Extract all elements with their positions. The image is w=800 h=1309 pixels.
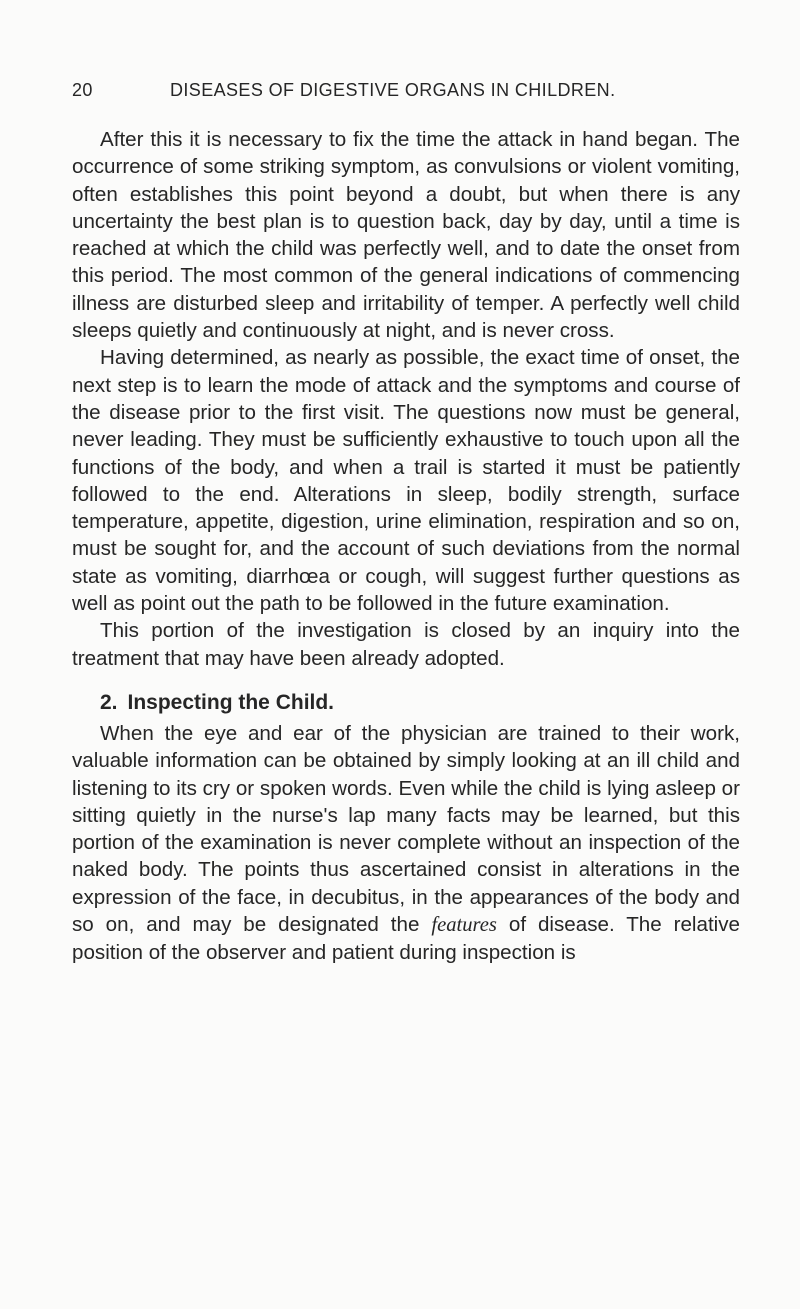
running-head bbox=[72, 80, 740, 108]
inspection-text-before-italic: When the eye and ear of the physician are trained to their work, valuable information can be obtained by simply looking at an ill child and listening to its cry or spoken words. Even while the child is lying asleep or sitting quietly in the nurse's lap many facts may be learned, but this portion of the examination is never complete without an inspection of the naked body. The points thus ascertained consist in alterations in the expression of the face, in decubitus, in the appearances of the body and so on, and may be designated the bbox=[72, 721, 740, 937]
paragraph-inspecting-child bbox=[72, 720, 740, 967]
paragraph-mode-of-attack: Having determined, as nearly as possible, the exact time of onset, the next step is to learn the mode of attack and the symptoms and course of the disease prior to the first visit. The questions now must be general, never leading. They must be sufficiently exhaustive to touch upon all the functions of the body, and when a trail is started it must be patiently followed to the end. Alterations in sleep, bodily strength, surface temperature, appetite, digestion, urine elimination, respiration and so on, must be sought for, and the account of such deviations from the normal state as vomiting, diarrhœa or cough, will suggest further questions as well as point out the path to be followed in the future examination. bbox=[72, 346, 740, 616]
page-number: 20 bbox=[72, 80, 93, 100]
italic-features-word: features bbox=[431, 914, 497, 937]
paragraph-treatment-inquiry: This portion of the investigation is closed by an inquiry into the treatment that may have been already adopted. bbox=[72, 619, 740, 670]
section-number: 2. bbox=[100, 690, 118, 714]
running-head-title: DISEASES OF DIGESTIVE ORGANS IN CHILDREN. bbox=[170, 80, 616, 100]
page-body bbox=[72, 126, 740, 967]
section-heading bbox=[100, 689, 740, 716]
section-title: Inspecting the Child. bbox=[127, 690, 335, 714]
inspection-text-after-italic: of disease. The relative position of the observer and patient during inspection is bbox=[72, 913, 740, 965]
paragraph-fix-time-of-attack: After this it is necessary to fix the time the attack in hand began. The occurrence of some striking symptom, as convulsions or violent vomiting, often establishes this point beyond a doubt, but when there is any uncertainty the best plan is to question back, day by day, until a time is reached at which the child was perfectly well, and to date the onset from this period. The most common of the general indications of commencing illness are disturbed sleep and irritability of temper. A perfectly well child sleeps quietly and continuously at night, and is never cross. bbox=[72, 128, 740, 343]
